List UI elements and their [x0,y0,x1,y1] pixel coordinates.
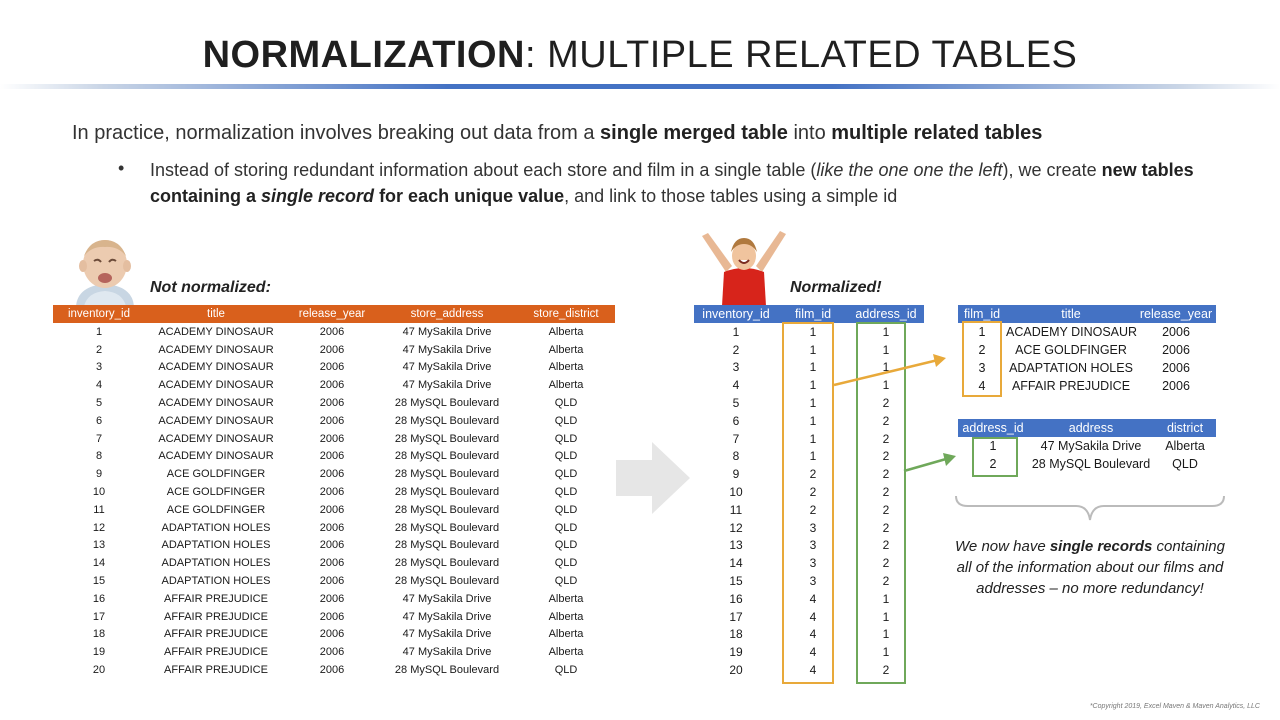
column-header: title [145,305,287,323]
table-cell: 4 [809,627,817,642]
table-cell: 15 [92,575,106,588]
summary-text-1: We now have [955,538,1050,555]
table-cell: 47 MySakila Drive [1040,439,1142,453]
table-cell: Alberta [548,379,584,392]
summary-note [946,536,1234,599]
table-cell: 1 [882,645,890,660]
table-cell: 1 [809,396,817,411]
table-cell: 2 [882,556,890,571]
table-cell: 2006 [319,450,345,463]
table-cell: 17 [729,609,743,624]
table-cell: 16 [92,592,106,605]
table-cell: ADAPTATION HOLES [161,557,271,570]
table-cell: QLD [554,432,578,445]
table-cell: 47 MySakila Drive [402,343,492,356]
table-row [53,572,615,590]
table-cell: 2 [809,467,817,482]
table-cell: 2006 [319,664,345,677]
film-id-column-highlight [782,322,834,684]
table-cell: QLD [554,397,578,410]
table-cell: 3 [809,538,817,553]
table-cell: 47 MySakila Drive [402,646,492,659]
merged-inventory-table [53,305,615,679]
table-cell: ADAPTATION HOLES [161,521,271,534]
curly-brace-icon [954,494,1226,524]
table-cell: 2006 [319,539,345,552]
table-cell: 14 [92,557,106,570]
table-cell: 9 [732,467,740,482]
table-cell: 17 [92,610,106,623]
table-cell: 1 [882,324,890,339]
table-cell: ACE GOLDFINGER [166,486,266,499]
table-cell: 3 [809,574,817,589]
table-cell: 5 [732,396,740,411]
column-header: inventory_id [694,305,778,323]
column-header: address [1028,419,1154,437]
table-cell: 2006 [319,343,345,356]
bullet-text-2: ), we create [1002,160,1102,180]
table-cell: 2006 [319,414,345,427]
table-cell: QLD [554,539,578,552]
table-row [53,394,615,412]
table-cell: 2 [882,396,890,411]
sad-toddler-photo [70,234,140,306]
table-cell: QLD [554,575,578,588]
column-header: inventory_id [53,305,145,323]
table-cell: 5 [95,397,103,410]
table-cell: ACADEMY DINOSAUR [158,432,274,445]
table-cell: 8 [732,449,740,464]
table-cell: ADAPTATION HOLES [161,539,271,552]
table-cell: 6 [95,414,103,427]
table-cell: 2 [882,663,890,678]
table-cell: 1 [882,360,890,375]
table-cell: 2006 [319,379,345,392]
table-cell: ACADEMY DINOSAUR [158,450,274,463]
table-cell: 2 [882,413,890,428]
table-cell: 3 [809,520,817,535]
table-cell: 4 [809,609,817,624]
table-cell: Alberta [548,325,584,338]
table-cell: 28 MySQL Boulevard [394,521,500,534]
table-cell: 28 MySQL Boulevard [394,557,500,570]
table-cell: 2006 [1162,379,1190,393]
summary-text-2: containing all of the information about our films and addresses – no more redundancy! [956,538,1225,597]
table-cell: ACADEMY DINOSAUR [158,414,274,427]
table-cell: 13 [729,538,743,553]
table-row [53,537,615,555]
table-cell: QLD [554,414,578,427]
slide-title-rest: : MULTIPLE RELATED TABLES [525,34,1078,76]
bullet-bold-1: new tables containing a [150,160,1194,206]
table-cell: 2006 [1162,343,1190,357]
table-cell: 2 [882,502,890,517]
table-cell: ADAPTATION HOLES [161,575,271,588]
table-cell: 28 MySQL Boulevard [394,664,500,677]
bullet-text-1: Instead of storing redundant information about each store and film in a single table ( [150,160,817,180]
table-cell: QLD [554,486,578,499]
table-cell: 2 [882,574,890,589]
table-cell: ACADEMY DINOSAUR [158,325,274,338]
table-cell: AFFAIR PREJUDICE [164,646,268,659]
table-cell: 13 [92,539,106,552]
normalized-caption: Normalized! [790,279,882,296]
table-cell: 1 [882,591,890,606]
table-cell: 14 [729,556,743,571]
table-cell: 2006 [319,325,345,338]
table-cell: 18 [92,628,106,641]
table-row [53,554,615,572]
table-row [53,412,615,430]
column-header: release_year [287,305,377,323]
table-cell: 6 [732,413,740,428]
lead-text-2: into [787,122,832,144]
table-cell: ADAPTATION HOLES [1009,361,1133,375]
table-cell: 1 [809,342,817,357]
table-cell: 2006 [319,557,345,570]
bullet-marker: • [118,158,125,178]
table-cell: 4 [95,379,103,392]
table-cell: 2 [978,343,986,357]
table-cell: 8 [95,450,103,463]
not-normalized-caption: Not normalized: [150,279,271,296]
lead-bold-1: single merged table [600,122,788,144]
table-row [53,323,615,341]
table-cell: 2006 [319,592,345,605]
table-header-row [53,305,615,323]
table-cell: 4 [978,379,986,393]
table-cell: 4 [732,378,740,393]
table-cell: 2006 [319,521,345,534]
bullet-italic: like the one one the left [816,160,1003,180]
table-cell: 47 MySakila Drive [402,592,492,605]
table-cell: Alberta [548,646,584,659]
table-cell: 7 [732,431,740,446]
table-cell: 28 MySQL Boulevard [394,468,500,481]
table-cell: 2 [882,467,890,482]
bullet-bold-italic: single record [261,186,375,206]
table-cell: 28 MySQL Boulevard [394,397,500,410]
table-cell: 3 [732,360,740,375]
bullet-bold-2: for each unique value [374,186,565,206]
column-header: release_year [1136,305,1216,323]
table-cell: QLD [554,557,578,570]
column-header: film_id [778,305,848,323]
table-cell: 1 [809,360,817,375]
table-cell: 1 [732,324,740,339]
table-cell: ACADEMY DINOSAUR [1006,325,1138,339]
table-cell: 4 [809,645,817,660]
column-header: title [1006,305,1136,323]
table-cell: ACE GOLDFINGER [166,503,266,516]
table-cell: 2006 [319,628,345,641]
table-cell: AFFAIR PREJUDICE [164,610,268,623]
table-cell: 3 [95,361,103,374]
table-cell: QLD [554,503,578,516]
table-cell: Alberta [1165,439,1205,453]
copyright-notice: *Copyright 2019, Excel Maven & Maven Analytics, LLC [1089,703,1260,710]
table-row [53,590,615,608]
table-cell: 20 [729,663,743,678]
table-cell: 2006 [319,468,345,481]
table-cell: 28 MySQL Boulevard [394,432,500,445]
column-header: address_id [848,305,924,323]
slide-title [0,34,1280,77]
address-id-key-highlight [972,437,1018,477]
table-row [53,519,615,537]
table-cell: 2 [809,485,817,500]
table-cell: 47 MySakila Drive [402,325,492,338]
table-cell: 2 [95,343,103,356]
table-row [53,465,615,483]
table-cell: Alberta [548,628,584,641]
table-cell: 47 MySakila Drive [402,379,492,392]
table-cell: 2 [882,538,890,553]
column-header: address_id [958,419,1028,437]
bullet-text-3: , and link to those tables using a simple id [564,186,898,206]
address-link-arrow-icon [900,445,970,485]
table-cell: 28 MySQL Boulevard [394,539,500,552]
table-cell: 2006 [319,610,345,623]
table-row [53,643,615,661]
column-header: film_id [958,305,1006,323]
table-cell: QLD [554,664,578,677]
table-cell: ACADEMY DINOSAUR [158,343,274,356]
table-cell: 1 [882,342,890,357]
table-cell: 2006 [319,575,345,588]
table-cell: 10 [92,486,106,499]
table-cell: 3 [978,361,986,375]
table-cell: AFFAIR PREJUDICE [164,628,268,641]
table-row [53,608,615,626]
table-cell: ACE GOLDFINGER [166,468,266,481]
table-cell: 1 [809,449,817,464]
table-cell: 28 MySQL Boulevard [394,414,500,427]
table-header-row [958,419,1216,437]
table-cell: 11 [93,503,105,516]
table-row [53,341,615,359]
table-header-row [694,305,924,323]
table-cell: 47 MySakila Drive [402,361,492,374]
table-cell: 2 [882,520,890,535]
title-divider [0,84,1280,89]
table-cell: 2006 [1162,325,1190,339]
slide-title-bold: NORMALIZATION [202,34,525,76]
table-cell: 19 [92,646,106,659]
table-cell: 4 [809,591,817,606]
table-row [53,501,615,519]
lead-bold-2: multiple related tables [831,122,1043,144]
column-header: store_district [517,305,615,323]
right-arrow-icon [612,440,692,516]
column-header: district [1154,419,1216,437]
table-cell: Alberta [548,343,584,356]
table-cell: 12 [92,521,106,534]
table-cell: 2 [989,457,997,471]
table-cell: 11 [729,502,743,517]
happy-boy-photo [696,222,792,306]
table-cell: 15 [729,574,743,589]
table-cell: ACADEMY DINOSAUR [158,397,274,410]
table-cell: 2006 [319,397,345,410]
table-cell: 28 MySQL Boulevard [394,503,500,516]
table-cell: 12 [729,520,743,535]
table-cell: 28 MySQL Boulevard [1031,457,1151,471]
table-cell: 20 [92,664,106,677]
table-cell: Alberta [548,592,584,605]
table-cell: 2006 [319,646,345,659]
table-cell: 1 [809,413,817,428]
table-cell: AFFAIR PREJUDICE [164,592,268,605]
table-cell: Alberta [548,361,584,374]
table-cell: AFFAIR PREJUDICE [1011,379,1131,393]
table-cell: 1 [809,431,817,446]
table-cell: Alberta [548,610,584,623]
table-cell: 2 [732,342,740,357]
table-cell: 2006 [1162,361,1190,375]
table-cell: 47 MySakila Drive [402,628,492,641]
table-cell: AFFAIR PREJUDICE [164,664,268,677]
lead-paragraph [72,122,1252,145]
table-cell: 2 [882,485,890,500]
table-cell: 1 [989,439,997,453]
table-cell: 1 [882,627,890,642]
table-cell: 2 [882,431,890,446]
table-cell: 1 [809,378,817,393]
table-cell: 1 [95,325,103,338]
table-cell: 28 MySQL Boulevard [394,575,500,588]
table-cell: 2006 [319,361,345,374]
table-cell: 1 [882,378,890,393]
table-cell: 2006 [319,503,345,516]
table-cell: 1 [882,609,890,624]
table-row [53,430,615,448]
table-row [53,483,615,501]
table-cell: 9 [95,468,103,481]
table-cell: 2 [809,502,817,517]
table-cell: ACADEMY DINOSAUR [158,379,274,392]
table-cell: 47 MySakila Drive [402,610,492,623]
table-cell: 3 [809,556,817,571]
table-cell: 2 [882,449,890,464]
column-header: store_address [377,305,517,323]
table-cell: 16 [729,591,743,606]
table-cell: 7 [95,432,103,445]
table-row [53,626,615,644]
lead-text-1: In practice, normalization involves breaking out data from a [72,122,601,144]
table-cell: 4 [809,663,817,678]
table-cell: 1 [978,325,986,339]
table-row [53,376,615,394]
table-cell: 10 [729,485,743,500]
table-row [53,448,615,466]
table-row [53,661,615,679]
table-cell: ACE GOLDFINGER [1015,343,1127,357]
table-cell: 28 MySQL Boulevard [394,486,500,499]
table-cell: QLD [554,450,578,463]
table-cell: 1 [809,324,817,339]
bullet-paragraph [150,157,1230,209]
table-cell: QLD [1172,457,1198,471]
table-cell: QLD [554,468,578,481]
table-cell: 18 [729,627,743,642]
table-cell: QLD [554,521,578,534]
table-cell: 28 MySQL Boulevard [394,450,500,463]
table-cell: ACADEMY DINOSAUR [158,361,274,374]
table-cell: 19 [729,645,743,660]
summary-bold: single records [1049,538,1153,555]
table-cell: 2006 [319,432,345,445]
table-cell: 2006 [319,486,345,499]
table-row [53,359,615,377]
